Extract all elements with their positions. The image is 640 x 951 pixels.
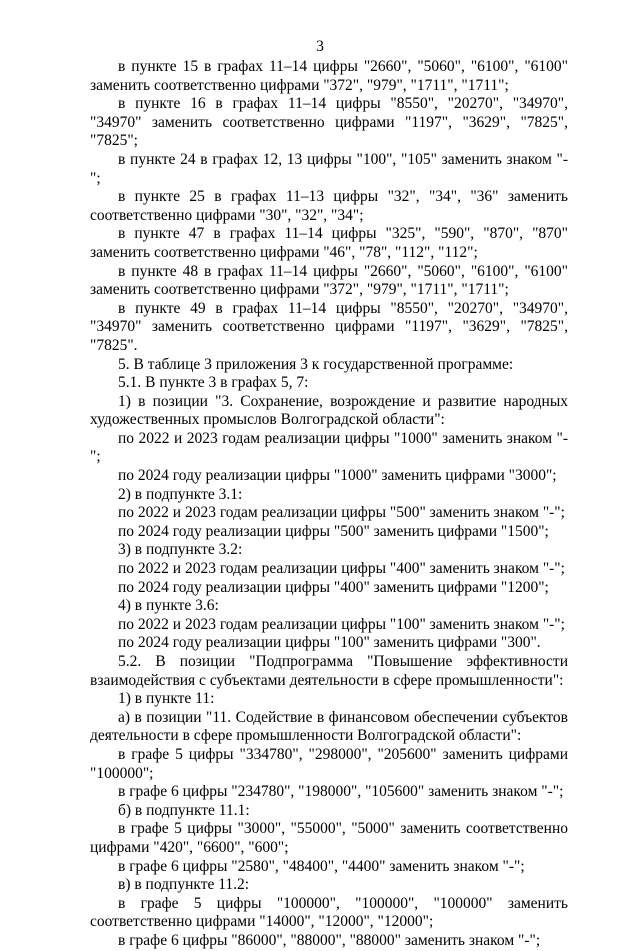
- subpoint-11-1-heading: б) в подпункте 11.1:: [118, 801, 250, 819]
- paragraph-item-24: в пункте 24 в графах 12, 13 цифры "100", "105" заменить знаком "-";: [90, 150, 568, 187]
- paragraph-column-6-subpoint-11-1: в графе 6 цифры "2580", "48400", "4400" заменить знаком "-";: [118, 857, 525, 875]
- paragraph-column-5-point-11: в графе 5 цифры "334780", "298000", "205600" заменить цифрами "100000";: [90, 745, 568, 782]
- position-2-heading: 2) в подпункте 3.1:: [118, 485, 243, 503]
- subsection-heading-5-2: 5.2. В позиции "Подпрограмма "Повышение эффективности взаимодействия с субъектами деятельности в сфере промышленности":: [90, 653, 568, 689]
- paragraph-2022-2023-100: по 2022 и 2023 годам реализации цифры "100" заменить знаком "-";: [118, 615, 565, 633]
- paragraph-2024-400: по 2024 году реализации цифры "400" заменить цифрами "1200";: [118, 578, 549, 596]
- paragraph-2024-500: по 2024 году реализации цифры "500" заменить цифрами "1500";: [118, 522, 549, 540]
- paragraph-column-6-subpoint-11-2: в графе 6 цифры "86000", "88000", "88000" заменить знаком "-";: [118, 931, 541, 949]
- paragraph-2022-2023-500: по 2022 и 2023 годам реализации цифры "500" заменить знаком "-";: [118, 504, 565, 522]
- position-4-heading: 4) в пункте 3.6:: [118, 597, 219, 615]
- paragraph-column-6-point-11: в графе 6 цифры "234780", "198000", "105600" заменить знаком "-";: [118, 783, 564, 801]
- paragraph-2022-2023-1000: по 2022 и 2023 годам реализации цифры "1000" заменить знаком "-";: [90, 429, 568, 466]
- page-number: 3: [316, 38, 324, 55]
- section-heading-5: 5. В таблице 3 приложения 3 к государственной программе:: [118, 355, 514, 373]
- subsection-heading-5-1: 5.1. В пункте 3 в графах 5, 7:: [118, 374, 309, 392]
- paragraph-item-25: в пункте 25 в графах 11–13 цифры "32", "34", "36" заменить соответственно цифрами "30", "32", "34";: [90, 188, 568, 224]
- position-3-heading: 3) в подпункте 3.2:: [118, 541, 243, 559]
- paragraph-item-16: в пункте 16 в графах 11–14 цифры "8550", "20270", "34970", "34970" заменить соответственно цифрами "1197", "3629", "7825", "7825";: [90, 95, 568, 150]
- paragraph-2024-100: по 2024 году реализации цифры "100" заменить цифрами "300".: [118, 634, 541, 652]
- paragraph-2022-2023-400: по 2022 и 2023 годам реализации цифры "400" заменить знаком "-";: [118, 560, 565, 578]
- point-11-heading: 1) в пункте 11:: [118, 690, 215, 708]
- document-body: [90, 58, 568, 951]
- subpoint-11-2-heading: в) в подпункте 11.2:: [118, 876, 250, 894]
- position-1-heading: 1) в позиции "3. Сохранение, возрождение и развитие народных художественных промыслов Волгоградской области":: [90, 392, 568, 429]
- paragraph-2024-1000: по 2024 году реализации цифры "1000" заменить цифрами "3000";: [118, 467, 557, 485]
- position-11-heading: а) в позиции "11. Содействие в финансовом обеспечении субъектов деятельности в сфере промышленности Волгоградской области":: [90, 708, 568, 745]
- paragraph-item-47: в пункте 47 в графах 11–14 цифры "325", "590", "870", "870" заменить соответственно цифрами "46", "78", "112", "112";: [90, 225, 568, 261]
- paragraph-item-48: в пункте 48 в графах 11–14 цифры "2660", "5060", "6100", "6100" заменить соответственно цифрами "372", "979", "1711", "1711";: [90, 262, 568, 299]
- paragraph-item-15: в пункте 15 в графах 11–14 цифры "2660", "5060", "6100", "6100" заменить соответственно цифрами "372", "979", "1711", "1711";: [90, 58, 568, 94]
- paragraph-column-5-subpoint-11-1: в графе 5 цифры "3000", "55000", "5000" заменить соответственно цифрами "420", "6600", "600";: [90, 820, 568, 856]
- paragraph-column-5-subpoint-11-2: в графе 5 цифры "100000", "100000", "100000" заменить соответственно цифрами "14000", "12000", "12000";: [90, 894, 568, 931]
- paragraph-item-49: в пункте 49 в графах 11–14 цифры "8550", "20270", "34970", "34970" заменить соответственно цифрами "1197", "3629", "7825", "7825".: [90, 299, 568, 354]
